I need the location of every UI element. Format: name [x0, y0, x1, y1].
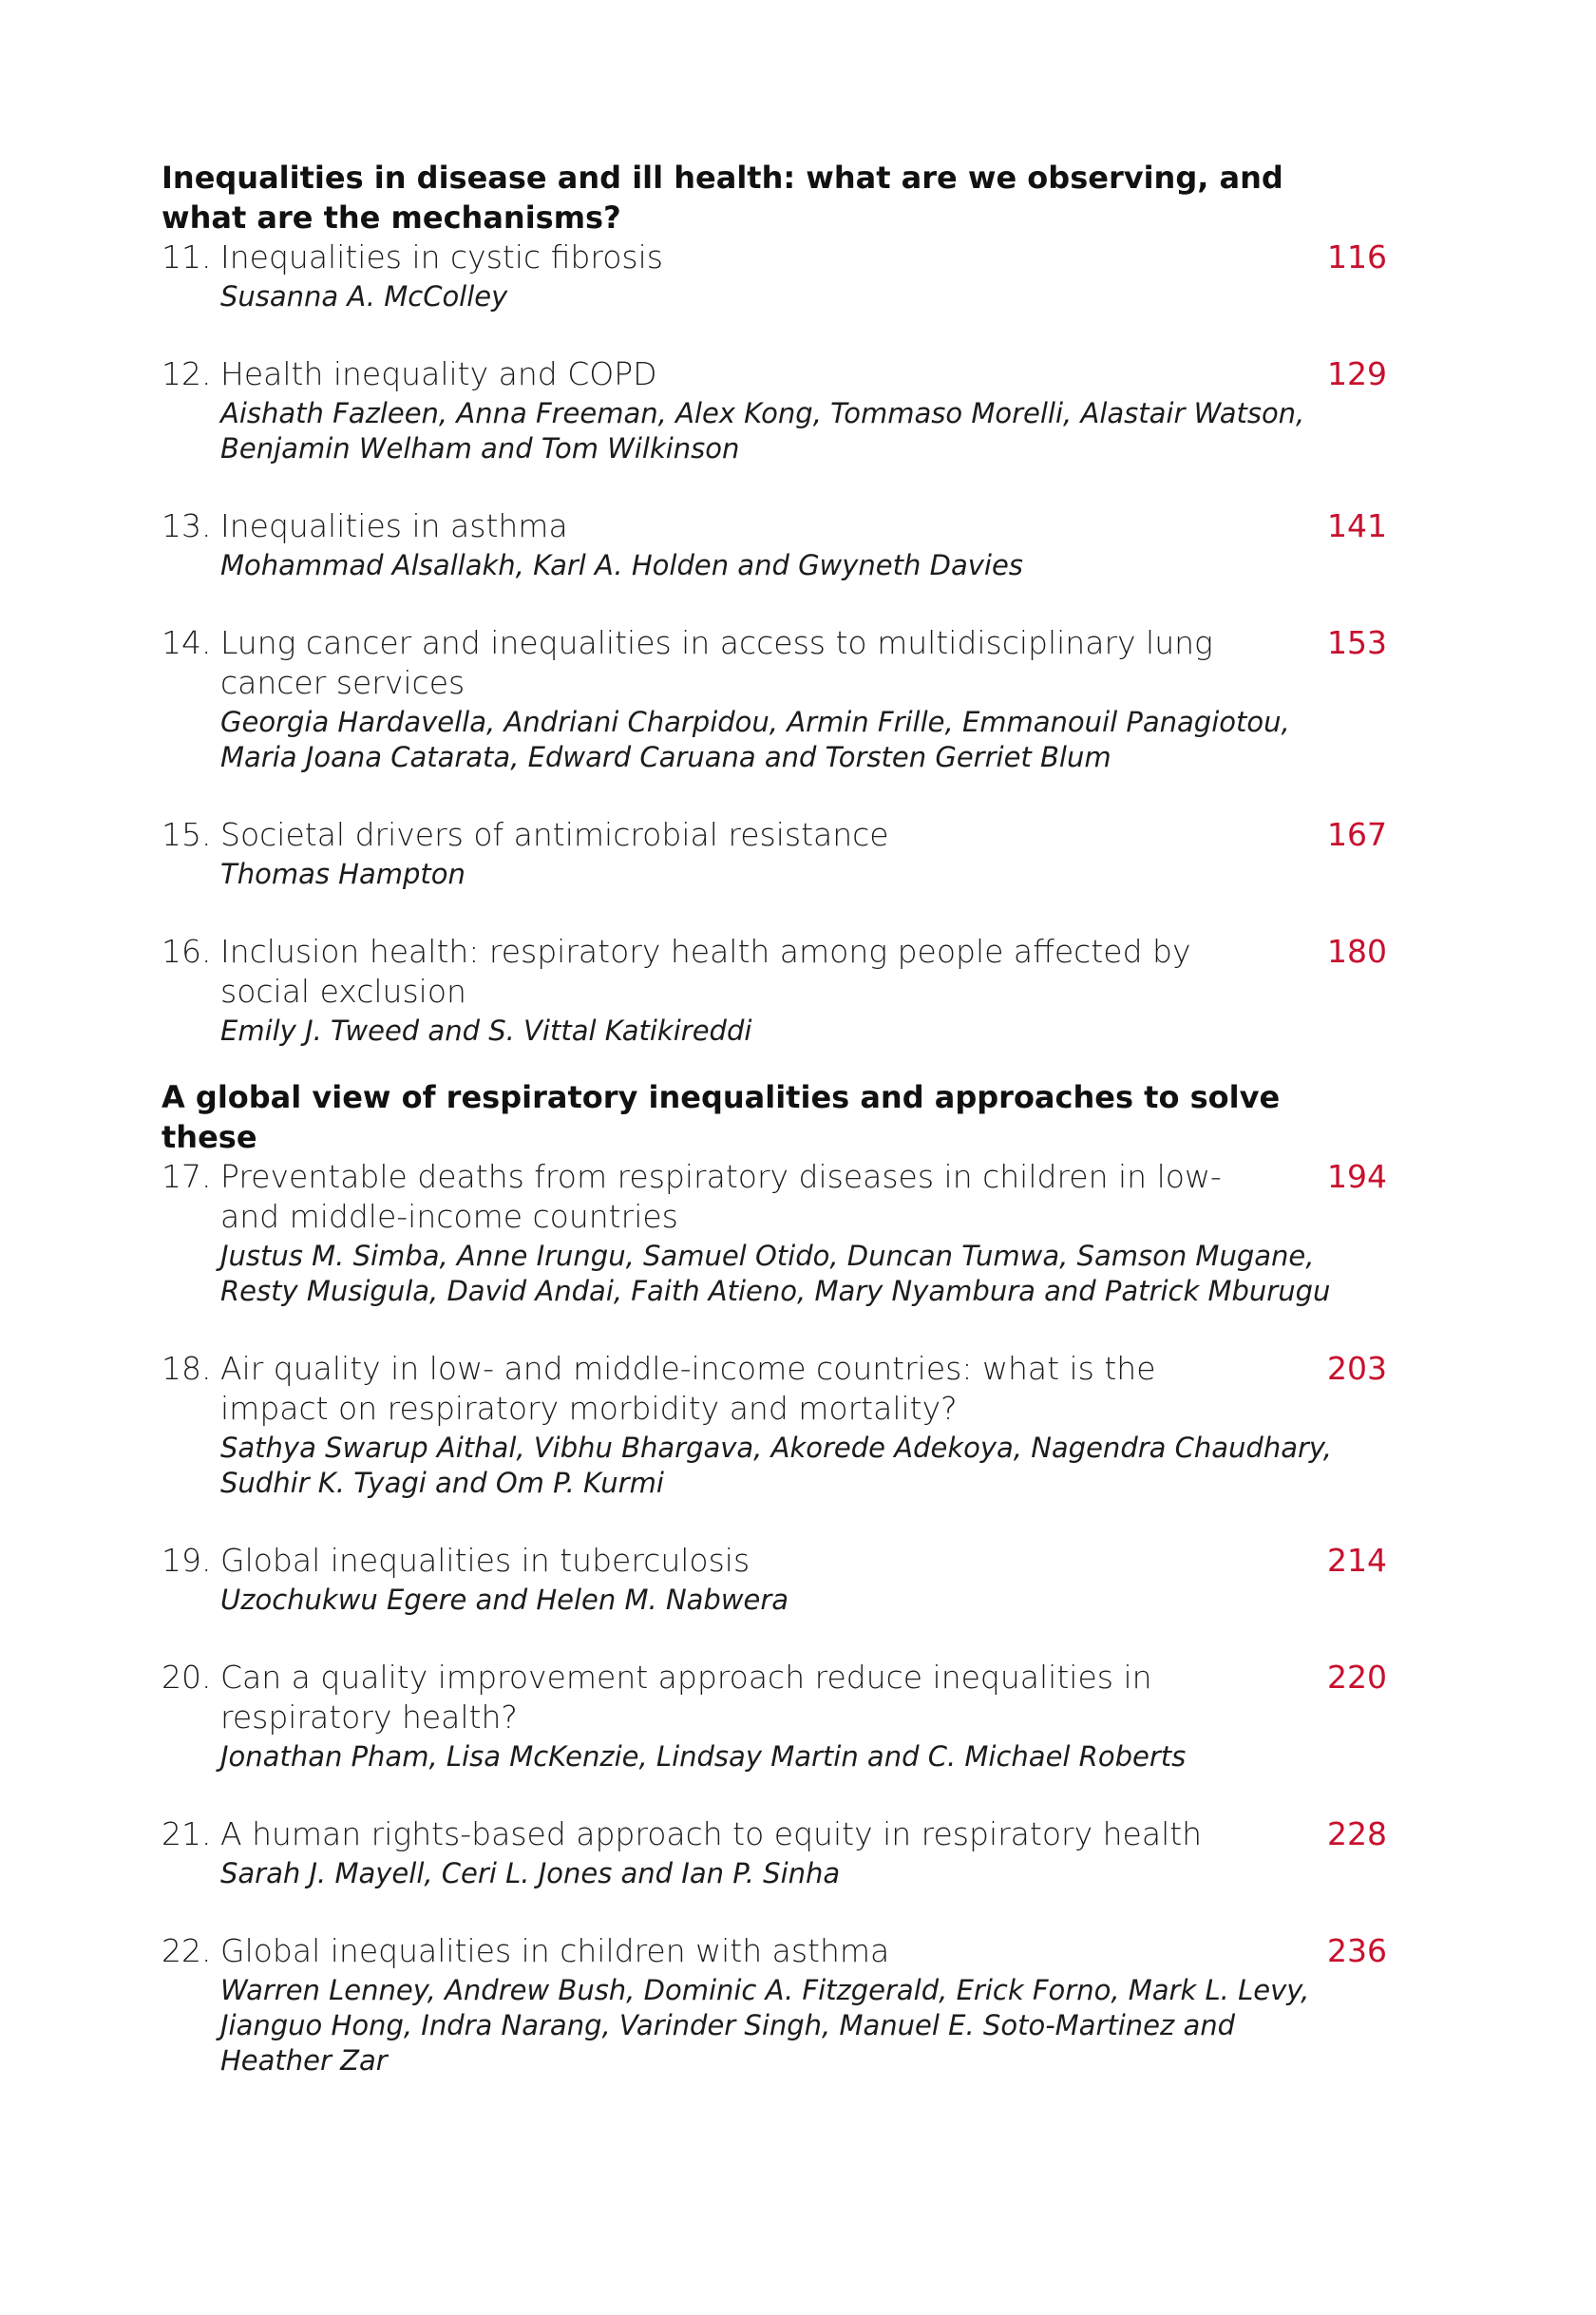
entry-authors: Warren Lenney, Andrew Bush, Dominic A. Fitzgerald, Erick Forno, Mark L. Levy, Jianguo Hong, Indra Narang, Varinder Singh, Manuel E. Soto-Martinez and Heather Zar: [220, 1974, 1310, 2077]
toc-entry-16[interactable]: [162, 932, 1387, 1049]
entry-title: Inclusion health: respiratory health among people affected by social exclusion: [220, 933, 1191, 1010]
entry-title: Preventable deaths from respiratory diseases in children in low- and middle-income countries: [220, 1158, 1222, 1235]
toc-entry-13[interactable]: [162, 506, 1387, 583]
entry-title: Can a quality improvement approach reduce inequalities in respiratory health?: [220, 1659, 1152, 1736]
entry-title: Inequalities in cystic fibrosis: [220, 238, 663, 275]
toc-entry-22[interactable]: [162, 1931, 1387, 2078]
toc-entry-17[interactable]: [162, 1157, 1387, 1309]
entry-title: Health inequality and COPD: [220, 355, 657, 392]
entry-page-number[interactable]: 220: [1327, 1659, 1387, 1696]
toc-entry-20[interactable]: [162, 1658, 1387, 1774]
entry-authors: Uzochukwu Egere and Helen M. Nabwera: [220, 1584, 789, 1616]
entry-authors: Georgia Hardavella, Andriani Charpidou, Armin Frille, Emmanouil Panagiotou, Maria Joana Catarata, Edward Caruana and Torsten Gerriet Blum: [220, 706, 1290, 773]
entry-page-number[interactable]: 167: [1327, 816, 1387, 853]
toc-entry-18[interactable]: [162, 1349, 1387, 1501]
entry-number: 16.: [162, 933, 212, 970]
entry-number: 12.: [162, 355, 212, 392]
entry-number: 11.: [162, 238, 212, 275]
section-heading: A global view of respiratory inequalities and approaches to solve these: [162, 1079, 1281, 1155]
table-of-contents: [162, 158, 1387, 2078]
toc-entry-19[interactable]: [162, 1541, 1387, 1618]
entry-title: A human rights-based approach to equity in respiratory health: [220, 1815, 1203, 1852]
toc-entry-15[interactable]: [162, 815, 1387, 892]
entry-authors: Thomas Hampton: [220, 858, 466, 890]
entry-title: Global inequalities in children with asthma: [220, 1932, 890, 1969]
entry-title: Air quality in low- and middle-income countries: what is the impact on respiratory morbidity and mortality?: [220, 1350, 1156, 1427]
toc-entry-14[interactable]: [162, 623, 1387, 775]
entry-page-number[interactable]: 214: [1327, 1542, 1387, 1579]
toc-entry-12[interactable]: [162, 354, 1387, 466]
entry-number: 15.: [162, 816, 212, 853]
entry-page-number[interactable]: 141: [1327, 507, 1387, 544]
entry-authors: Justus M. Simba, Anne Irungu, Samuel Otido, Duncan Tumwa, Samson Mugane, Resty Musigula, David Andai, Faith Atieno, Mary Nyambura and Patrick Mburugu: [220, 1240, 1331, 1307]
entry-title: Lung cancer and inequalities in access to multidisciplinary lung cancer services: [220, 624, 1213, 701]
entry-authors: Mohammad Alsallakh, Karl A. Holden and Gwyneth Davies: [220, 549, 1023, 581]
entry-authors: Jonathan Pham, Lisa McKenzie, Lindsay Martin and C. Michael Roberts: [220, 1740, 1187, 1773]
entry-number: 17.: [162, 1158, 212, 1195]
entry-page-number[interactable]: 129: [1327, 355, 1387, 392]
entry-authors: Aishath Fazleen, Anna Freeman, Alex Kong, Tommaso Morelli, Alastair Watson, Benjamin Welham and Tom Wilkinson: [220, 397, 1305, 465]
entry-page-number[interactable]: 236: [1327, 1932, 1387, 1969]
entry-authors: Sarah J. Mayell, Ceri L. Jones and Ian P. Sinha: [220, 1857, 841, 1889]
entry-title: Societal drivers of antimicrobial resistance: [220, 816, 889, 853]
toc-entry-21[interactable]: [162, 1814, 1387, 1891]
entry-number: 13.: [162, 507, 212, 544]
toc-entry-11[interactable]: [162, 237, 1387, 314]
entry-title: Inequalities in asthma: [220, 507, 568, 544]
entry-page-number[interactable]: 194: [1327, 1158, 1387, 1195]
entry-title: Global inequalities in tuberculosis: [220, 1542, 750, 1579]
entry-authors: Sathya Swarup Aithal, Vibhu Bhargava, Akorede Adekoya, Nagendra Chaudhary, Sudhir K. Tyagi and Om P. Kurmi: [220, 1432, 1333, 1499]
entry-number: 19.: [162, 1542, 212, 1579]
entry-page-number[interactable]: 180: [1327, 933, 1387, 970]
entry-authors: Emily J. Tweed and S. Vittal Katikireddi: [220, 1015, 752, 1047]
entry-number: 14.: [162, 624, 212, 661]
entry-number: 21.: [162, 1815, 212, 1852]
entry-authors: Susanna A. McColley: [220, 280, 508, 313]
entry-number: 22.: [162, 1932, 212, 1969]
entry-number: 18.: [162, 1350, 212, 1387]
entry-number: 20.: [162, 1659, 212, 1696]
section-heading: Inequalities in disease and ill health: what are we observing, and what are the mechanisms?: [162, 160, 1283, 236]
entry-page-number[interactable]: 153: [1327, 624, 1387, 661]
entry-page-number[interactable]: 203: [1327, 1350, 1387, 1387]
entry-page-number[interactable]: 228: [1327, 1815, 1387, 1852]
entry-page-number[interactable]: 116: [1327, 238, 1387, 275]
